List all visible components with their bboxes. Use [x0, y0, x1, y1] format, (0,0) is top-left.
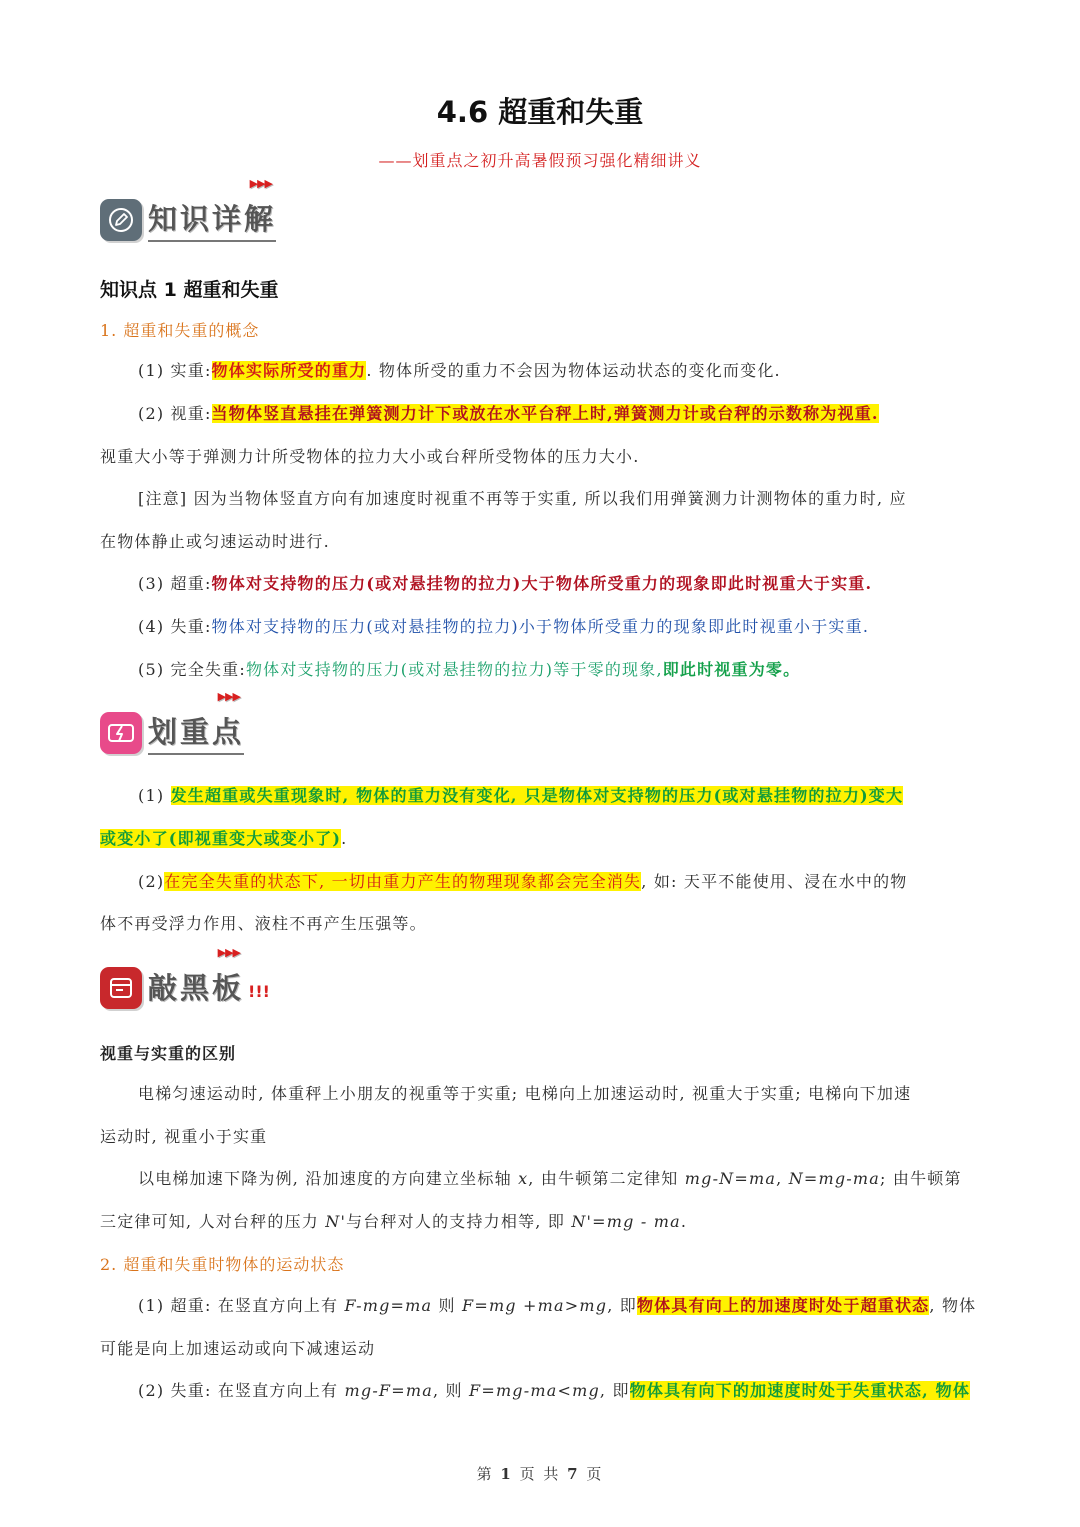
pencil-icon	[100, 199, 142, 241]
overweight-state-line2: 可能是向上加速运动或向下减速运动	[100, 1339, 376, 1358]
blackboard-para1-line2: 运动时, 视重小于实重	[100, 1127, 268, 1146]
key-point-1-line-2: 或变小了(即视重变大或变小了).	[100, 829, 348, 848]
weightloss-state-line1: (2) 失重: 在竖直方向上有 mg-F=ma, 则 F=mg-ma<mg, 即物体具有向下的加速度时处于失重状态, 物体	[138, 1381, 971, 1400]
subsection-heading-2: 2. 超重和失重时物体的运动状态	[100, 1255, 345, 1274]
overweight-state-line1: (1) 超重: 在竖直方向上有 F-mg=ma 则 F=mg +ma>mg, 即物体具有向上的加速度时处于超重状态, 物体	[138, 1296, 977, 1315]
blackboard-para1-line1: 电梯匀速运动时, 体重秤上小朋友的视重等于实重; 电梯向上加速运动时, 视重大于实重; 电梯向下加速	[138, 1084, 912, 1103]
weightloss-line: (4) 失重:物体对支持物的压力(或对悬挂物的拉力)小于物体所受重力的现象即此时视重小于实重.	[138, 617, 870, 636]
arrows-icon: ▶▶▶	[217, 946, 241, 959]
banner-knowledge-label: 知识详解 ▶▶▶	[148, 197, 276, 242]
banner-knowledge	[100, 177, 277, 242]
key-point-2-line-1: (2)在完全失重的状态下, 一切由重力产生的物理现象都会完全消失, 如: 天平不能使用、浸在水中的物	[138, 872, 908, 891]
key-point-2-line-2: 体不再受浮力作用、液柱不再产生压强等。	[100, 914, 427, 933]
page-title: 4.6 超重和失重	[436, 95, 644, 129]
banner-key-points-label: 划重点 ▶▶▶	[148, 710, 244, 755]
note-line-2: 在物体静止或匀速运动时进行.	[100, 532, 330, 551]
apparent-weight-rest: 视重大小等于弹测力计所受物体的拉力大小或台秤所受物体的压力大小.	[100, 447, 640, 466]
banner-blackboard-label: 敲黑板 ▶▶▶	[148, 946, 245, 1005]
key-point-1-line-1: (1) 发生超重或失重现象时, 物体的重力没有变化, 只是物体对支持物的压力(或对悬挂物的拉力)变大	[138, 786, 904, 805]
full-weightloss-line: (5) 完全失重:物体对支持物的压力(或对悬挂物的拉力)等于零的现象,即此时视重为零。	[138, 660, 801, 679]
overweight-line: (3) 超重:物体对支持物的压力(或对悬挂物的拉力)大于物体所受重力的现象即此时视重大于实重.	[138, 574, 873, 593]
page-subtitle: ——划重点之初升高暑假预习强化精细讲义	[378, 151, 702, 170]
real-weight-line: (1) 实重:物体实际所受的重力. 物体所受的重力不会因为物体运动状态的变化而变化.	[138, 361, 781, 380]
arrows-icon: ▶▶▶	[217, 690, 241, 703]
arrows-icon: ▶▶▶	[249, 177, 273, 190]
page-footer: 第 1 页 共 7 页	[476, 1465, 604, 1483]
banner-key-points	[100, 690, 245, 755]
blackboard-heading: 视重与实重的区别	[100, 1044, 237, 1063]
exclamation-mark: !!!	[248, 982, 270, 1001]
apparent-weight-line: (2) 视重:当物体竖直悬挂在弹簧测力计下或放在水平台秤上时,弹簧测力计或台秤的示数称为视重.	[138, 404, 879, 423]
highlight-icon	[100, 712, 142, 754]
knowledge-point-heading: 知识点 1 超重和失重	[100, 279, 279, 301]
notebook-icon	[100, 967, 142, 1009]
banner-blackboard	[100, 946, 270, 1009]
note-line-1: [注意] 因为当物体竖直方向有加速度时视重不再等于实重, 所以我们用弹簧测力计测物体的重力时, 应	[138, 489, 907, 508]
blackboard-para2-line1: 以电梯加速下降为例, 沿加速度的方向建立坐标轴 x, 由牛顿第二定律知 mg-N=ma, N=mg-ma; 由牛顿第	[138, 1169, 962, 1188]
blackboard-para2-line2: 三定律可知, 人对台秤的压力 N'与台秤对人的支持力相等, 即 N'=mg - ma.	[100, 1212, 688, 1231]
subsection-heading-1: 1. 超重和失重的概念	[100, 321, 260, 340]
